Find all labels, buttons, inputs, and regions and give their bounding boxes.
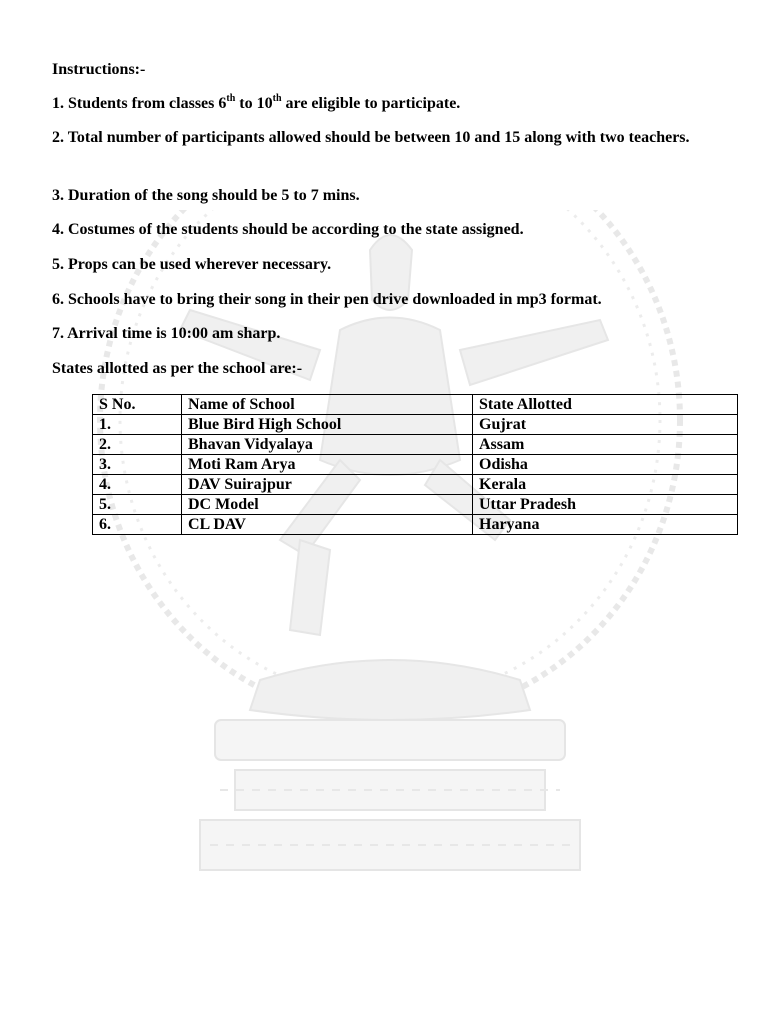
nataraja-watermark-icon xyxy=(40,210,740,890)
cell-school: Bhavan Vidyalaya xyxy=(182,435,473,455)
instruction-item: 6. Schools have to bring their song in their pen drive downloaded in mp3 format. xyxy=(52,291,602,308)
cell-state: Haryana xyxy=(473,515,738,535)
cell-school: CL DAV xyxy=(182,515,473,535)
table-row xyxy=(93,455,738,475)
cell-school: Blue Bird High School xyxy=(182,415,473,435)
table-row xyxy=(93,495,738,515)
cell-sno: 5. xyxy=(93,495,182,515)
cell-sno: 4. xyxy=(93,475,182,495)
cell-state: Odisha xyxy=(473,455,738,475)
cell-sno: 6. xyxy=(93,515,182,535)
instruction-item: 1. Students from classes 6th to 10th are eligible to participate. xyxy=(52,92,461,112)
table-row xyxy=(93,415,738,435)
cell-state: Assam xyxy=(473,435,738,455)
cell-sno: 2. xyxy=(93,435,182,455)
table-header-row xyxy=(93,395,738,415)
instructions-heading: Instructions:- xyxy=(52,61,146,78)
instruction-item: 5. Props can be used wherever necessary. xyxy=(52,256,332,273)
table-row xyxy=(93,435,738,455)
cell-school: Moti Ram Arya xyxy=(182,455,473,475)
cell-school: DAV Suirajpur xyxy=(182,475,473,495)
column-header-school: Name of School xyxy=(182,395,473,415)
cell-sno: 3. xyxy=(93,455,182,475)
instruction-item: 3. Duration of the song should be 5 to 7 mins. xyxy=(52,187,360,204)
instruction-item: 4. Costumes of the students should be according to the state assigned. xyxy=(52,221,524,238)
states-heading: States allotted as per the school are:- xyxy=(52,360,303,377)
states-table xyxy=(92,394,738,535)
instruction-item: 2. Total number of participants allowed should be between 10 and 15 along with two teachers. xyxy=(52,129,690,146)
cell-school: DC Model xyxy=(182,495,473,515)
cell-state: Uttar Pradesh xyxy=(473,495,738,515)
column-header-sno: S No. xyxy=(93,395,182,415)
cell-sno: 1. xyxy=(93,415,182,435)
instruction-item: 7. Arrival time is 10:00 am sharp. xyxy=(52,325,281,342)
cell-state: Gujrat xyxy=(473,415,738,435)
table-row xyxy=(93,475,738,495)
cell-state: Kerala xyxy=(473,475,738,495)
column-header-state: State Allotted xyxy=(473,395,738,415)
table-row xyxy=(93,515,738,535)
